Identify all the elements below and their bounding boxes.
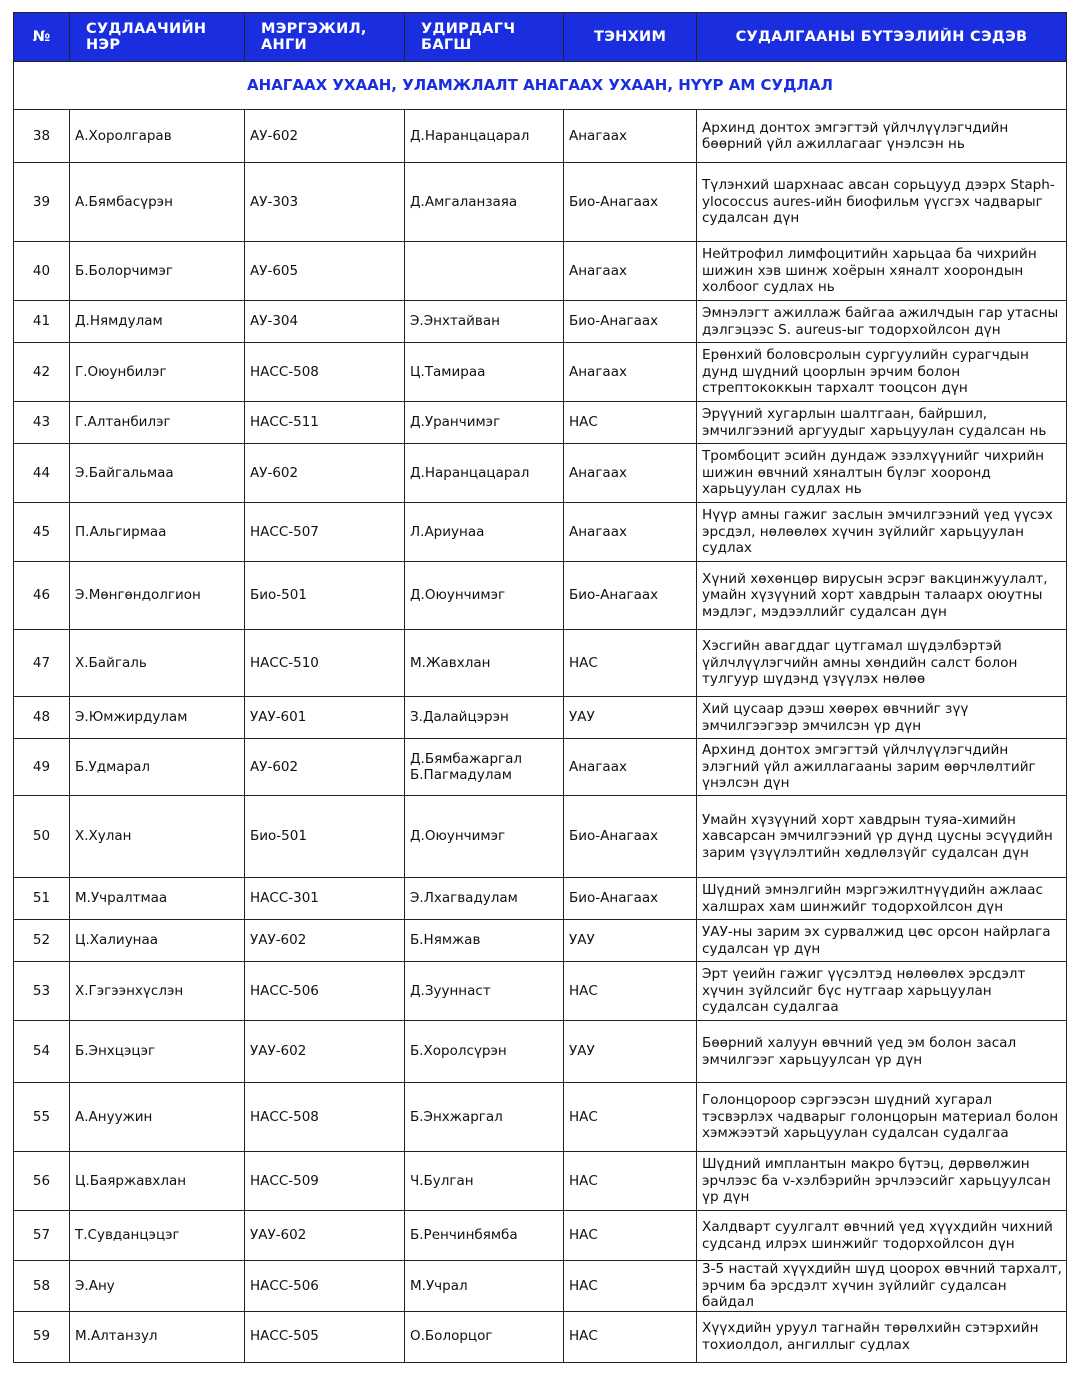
program-class: УАУ-601 xyxy=(245,697,405,739)
department-name: НАС xyxy=(564,1261,697,1312)
researcher-name: Ц.Баяржавхлан xyxy=(70,1152,245,1211)
row-number: 52 xyxy=(14,920,70,962)
table-row xyxy=(14,920,1067,962)
row-number: 49 xyxy=(14,739,70,796)
program-class: УАУ-602 xyxy=(245,1021,405,1083)
program-class: АУ-602 xyxy=(245,739,405,796)
research-topic: Хэсгийн авагддаг цутгамал шүдэлбэртэй үйлчлүүлэгчийн амны хөндийн салст болон тулгуур шүдэнд үзүүлэх нөлөө xyxy=(697,630,1067,697)
table-row xyxy=(14,1152,1067,1211)
program-class: НАСС-511 xyxy=(245,402,405,444)
row-number: 53 xyxy=(14,962,70,1021)
row-number: 55 xyxy=(14,1083,70,1152)
supervisor-name xyxy=(405,503,564,562)
supervisor-name xyxy=(405,1311,564,1362)
research-topic: Архинд донтох эмгэгтэй үйлчлүүлэгчдийн элэгний үйл ажиллагааны зарим өөрчлөлтийг үнэлсэн дүн xyxy=(697,739,1067,796)
researcher-name: Г.Алтанбилэг xyxy=(70,402,245,444)
supervisor-primary: Б.Хоролсүрэн xyxy=(410,1043,507,1060)
table-row xyxy=(14,163,1067,242)
row-number: 46 xyxy=(14,562,70,630)
row-number: 45 xyxy=(14,503,70,562)
department-name: НАС xyxy=(564,1152,697,1211)
row-number: 40 xyxy=(14,242,70,301)
department-name: НАС xyxy=(564,1083,697,1152)
supervisor-primary: Ц.Тамираа xyxy=(410,363,486,380)
supervisor-name xyxy=(405,920,564,962)
table-row xyxy=(14,562,1067,630)
research-topic: Эмнэлэгт ажиллаж байгаа ажилчдын гар утасны дэлгэцээс S. aureus-ыг тодорхойлсон дүн xyxy=(697,301,1067,343)
program-class: НАСС-506 xyxy=(245,1261,405,1312)
supervisor-primary: М.Жавхлан xyxy=(410,654,491,671)
supervisor-name xyxy=(405,630,564,697)
supervisor-name xyxy=(405,301,564,343)
research-topic: 3-5 настай хүүхдийн шүд цоорох өвчний тархалт, эрчим ба эрсдэлт хүчин зүйлийг судалсан байдал xyxy=(697,1261,1067,1312)
program-class: АУ-304 xyxy=(245,301,405,343)
row-number: 58 xyxy=(14,1261,70,1312)
row-number: 42 xyxy=(14,343,70,402)
supervisor-name xyxy=(405,697,564,739)
research-topics-table-wrapper xyxy=(13,12,1066,1363)
supervisor-primary: Д.Наранцацарал xyxy=(410,127,530,144)
researcher-name: М.Учралтмаа xyxy=(70,878,245,920)
research-topic: Түлэнхий шархнаас авсан сорьцууд дээрх Staph-ylococcus aures-ийн биофильм үүсгэх чадварыг судалсан дүн xyxy=(697,163,1067,242)
supervisor-primary: Д.Оюунчимэг xyxy=(410,828,506,845)
program-class: НАСС-509 xyxy=(245,1152,405,1211)
research-topic: Халдварт суулгалт өвчний үед хүүхдийн чихний судсанд илрэх шинжийг тодорхойлсон дүн xyxy=(697,1211,1067,1261)
supervisor-primary: Д.Бямбажаргал xyxy=(410,750,523,767)
supervisor-name xyxy=(405,1021,564,1083)
research-topic: УАУ-ны зарим эх сурвалжид цөс орсон найрлага судалсан үр дүн xyxy=(697,920,1067,962)
researcher-name: Х.Хулан xyxy=(70,796,245,878)
department-name: Анагаах xyxy=(564,110,697,163)
program-class: НАСС-301 xyxy=(245,878,405,920)
researcher-name: Э.Ану xyxy=(70,1261,245,1312)
department-name: Био-Анагаах xyxy=(564,796,697,878)
supervisor-primary: З.Далайцэрэн xyxy=(410,709,509,726)
department-name: НАС xyxy=(564,402,697,444)
row-number: 41 xyxy=(14,301,70,343)
supervisor-primary: О.Болорцог xyxy=(410,1328,493,1345)
row-number: 59 xyxy=(14,1311,70,1362)
researcher-name: А.Хоролгарав xyxy=(70,110,245,163)
table-row xyxy=(14,878,1067,920)
supervisor-primary: Д.Наранцацарал xyxy=(410,464,530,481)
research-topic: Хүний хөхөнцөр вирусын эсрэг вакцинжуулалт, умайн хүзүүний хорт хавдрын талаарх оюутны мэдлэг, мэдээллийг судалсан дүн xyxy=(697,562,1067,630)
researcher-name: Б.Энхцэцэг xyxy=(70,1021,245,1083)
research-topic: Бөөрний халуун өвчний үед эм болон засал эмчилгээг харьцуулсан үр дүн xyxy=(697,1021,1067,1083)
table-row xyxy=(14,444,1067,503)
department-name: Анагаах xyxy=(564,444,697,503)
program-class: АУ-605 xyxy=(245,242,405,301)
supervisor-secondary: Б.Пагмадулам xyxy=(410,767,512,783)
department-name: Анагаах xyxy=(564,503,697,562)
table-row xyxy=(14,402,1067,444)
header-row xyxy=(14,13,1067,62)
table-row xyxy=(14,1311,1067,1362)
section-row xyxy=(14,62,1067,110)
researcher-name: Т.Сувданцэцэг xyxy=(70,1211,245,1261)
research-topic: Шүдний имплантын макро бүтэц, дөрвөлжин эрчлээс ба v-хэлбэрийн эрчлээсийг харьцуулсан үр дүн xyxy=(697,1152,1067,1211)
col-header-topic: СУДАЛГААНЫ БҮТЭЭЛИЙН СЭДЭВ xyxy=(697,13,1067,62)
program-class: НАСС-505 xyxy=(245,1311,405,1362)
research-topic: Тромбоцит эсийн дундаж эзэлхүүнийг чихрийн шижин өвчний хяналтын бүлэг хооронд харьцуулан судлах нь xyxy=(697,444,1067,503)
table-row xyxy=(14,301,1067,343)
program-class: НАСС-508 xyxy=(245,343,405,402)
department-name: Био-Анагаах xyxy=(564,301,697,343)
research-topic: Эрт үеийн гажиг үүсэлтэд нөлөөлөх эрсдэлт хүчин зүйлсийг бүс нутгаар харьцуулан судалсан судалгаа xyxy=(697,962,1067,1021)
program-class: УАУ-602 xyxy=(245,1211,405,1261)
researcher-name: Х.Гэгээнхүслэн xyxy=(70,962,245,1021)
row-number: 43 xyxy=(14,402,70,444)
supervisor-name xyxy=(405,402,564,444)
program-class: Био-501 xyxy=(245,562,405,630)
research-topic: Умайн хүзүүний хорт хавдрын туяа-химийн хавсарсан эмчилгээний үр дүнд цусны эсүүдийн зарим үзүүлэлтийн хөдлөлзүйг судалсан дүн xyxy=(697,796,1067,878)
department-name: Био-Анагаах xyxy=(564,163,697,242)
col-header-program: МЭРГЭЖИЛ, АНГИ xyxy=(245,13,405,62)
supervisor-name xyxy=(405,1083,564,1152)
research-topic: Нейтрофил лимфоцитийн харьцаа ба чихрийн шижин хэв шинж хоёрын хяналт хоорондын холбоог судлах нь xyxy=(697,242,1067,301)
supervisor-primary: Б.Нямжав xyxy=(410,932,481,949)
table-row xyxy=(14,962,1067,1021)
department-name: Анагаах xyxy=(564,343,697,402)
row-number: 57 xyxy=(14,1211,70,1261)
section-title: АНАГААХ УХААН, УЛАМЖЛАЛТ АНАГААХ УХААН, НҮҮР АМ СУДЛАЛ xyxy=(14,62,1067,110)
supervisor-name xyxy=(405,962,564,1021)
supervisor-name xyxy=(405,1152,564,1211)
program-class: АУ-602 xyxy=(245,444,405,503)
table-row xyxy=(14,1261,1067,1312)
supervisor-primary: Б.Ренчинбямба xyxy=(410,1227,518,1244)
table-row xyxy=(14,110,1067,163)
row-number: 47 xyxy=(14,630,70,697)
table-row xyxy=(14,630,1067,697)
supervisor-primary: Э.Лхагвадулам xyxy=(410,890,518,907)
col-header-department: ТЭНХИМ xyxy=(564,13,697,62)
row-number: 48 xyxy=(14,697,70,739)
supervisor-name xyxy=(405,110,564,163)
col-header-number: № xyxy=(14,13,70,62)
department-name: Био-Анагаах xyxy=(564,878,697,920)
supervisor-name xyxy=(405,163,564,242)
department-name: Анагаах xyxy=(564,739,697,796)
supervisor-primary: М.Учрал xyxy=(410,1277,468,1294)
supervisor-primary: Д.Зууннаст xyxy=(410,982,491,999)
research-topics-table xyxy=(13,12,1067,1363)
department-name: УАУ xyxy=(564,1021,697,1083)
supervisor-name xyxy=(405,343,564,402)
table-row xyxy=(14,242,1067,301)
supervisor-name xyxy=(405,444,564,503)
supervisor-primary: Л.Ариунаа xyxy=(410,523,485,540)
research-topic: Эрүүний хугарлын шалтгаан, байршил, эмчилгээний аргуудыг харьцуулан судалсан нь xyxy=(697,402,1067,444)
supervisor-primary: Ч.Булган xyxy=(410,1172,474,1189)
supervisor-name xyxy=(405,1211,564,1261)
supervisor-primary: Б.Энхжаргал xyxy=(410,1108,503,1125)
row-number: 54 xyxy=(14,1021,70,1083)
supervisor-primary: Д.Уранчимэг xyxy=(410,414,501,431)
table-row xyxy=(14,343,1067,402)
table-row xyxy=(14,1211,1067,1261)
row-number: 56 xyxy=(14,1152,70,1211)
research-topic: Шүдний эмнэлгийн мэргэжилтнүүдийн ажлаас халшрах хам шинжийг тодорхойлсон дүн xyxy=(697,878,1067,920)
supervisor-name xyxy=(405,796,564,878)
table-row xyxy=(14,697,1067,739)
program-class: НАСС-507 xyxy=(245,503,405,562)
department-name: Био-Анагаах xyxy=(564,562,697,630)
program-class: УАУ-602 xyxy=(245,920,405,962)
table-row xyxy=(14,796,1067,878)
researcher-name: М.Алтанзул xyxy=(70,1311,245,1362)
supervisor-name xyxy=(405,242,564,301)
supervisor-primary: Э.Энхтайван xyxy=(410,313,500,330)
program-class: НАСС-510 xyxy=(245,630,405,697)
researcher-name: Э.Мөнгөндолгион xyxy=(70,562,245,630)
department-name: НАС xyxy=(564,962,697,1021)
table-row xyxy=(14,739,1067,796)
col-header-researcher: СУДЛААЧИЙН НЭР xyxy=(70,13,245,62)
table-row xyxy=(14,503,1067,562)
row-number: 39 xyxy=(14,163,70,242)
researcher-name: П.Альгирмаа xyxy=(70,503,245,562)
researcher-name: Э.Юмжирдулам xyxy=(70,697,245,739)
researcher-name: А.Бямбасүрэн xyxy=(70,163,245,242)
program-class: НАСС-508 xyxy=(245,1083,405,1152)
researcher-name: Д.Нямдулам xyxy=(70,301,245,343)
research-topic: Ерөнхий боловсролын сургуулийн сурагчдын дунд шүдний цоорлын эрчим болон стрептококкын тархалт тооцсон дүн xyxy=(697,343,1067,402)
research-topic: Голонцороор сэргээсэн шүдний хугарал тэсвэрлэх чадварыг голонцорын материал болон хэмжээтэй харьцуулан судалсан судалгаа xyxy=(697,1083,1067,1152)
department-name: УАУ xyxy=(564,697,697,739)
researcher-name: Б.Удмарал xyxy=(70,739,245,796)
supervisor-primary: Д.Амгаланзаяа xyxy=(410,193,518,210)
supervisor-primary: Д.Оюунчимэг xyxy=(410,587,506,604)
row-number: 51 xyxy=(14,878,70,920)
department-name: УАУ xyxy=(564,920,697,962)
program-class: АУ-602 xyxy=(245,110,405,163)
row-number: 50 xyxy=(14,796,70,878)
researcher-name: Б.Болорчимэг xyxy=(70,242,245,301)
department-name: НАС xyxy=(564,1311,697,1362)
researcher-name: Х.Байгаль xyxy=(70,630,245,697)
department-name: НАС xyxy=(564,630,697,697)
supervisor-name xyxy=(405,739,564,796)
department-name: Анагаах xyxy=(564,242,697,301)
row-number: 44 xyxy=(14,444,70,503)
researcher-name: Г.Оюунбилэг xyxy=(70,343,245,402)
researcher-name: А.Ануужин xyxy=(70,1083,245,1152)
department-name: НАС xyxy=(564,1211,697,1261)
table-row xyxy=(14,1021,1067,1083)
supervisor-name xyxy=(405,562,564,630)
row-number: 38 xyxy=(14,110,70,163)
program-class: АУ-303 xyxy=(245,163,405,242)
research-topic: Хий цусаар дээш хөөрөх өвчнийг зүү эмчилгээгээр эмчилсэн үр дүн xyxy=(697,697,1067,739)
researcher-name: Ц.Халиунаа xyxy=(70,920,245,962)
supervisor-name xyxy=(405,1261,564,1312)
program-class: Био-501 xyxy=(245,796,405,878)
table-row xyxy=(14,1083,1067,1152)
research-topic: Архинд донтох эмгэгтэй үйлчлүүлэгчдийн бөөрний үйл ажиллагааг үнэлсэн нь xyxy=(697,110,1067,163)
supervisor-name xyxy=(405,878,564,920)
col-header-supervisor: УДИРДАГЧ БАГШ xyxy=(405,13,564,62)
research-topic: Хүүхдийн уруул тагнайн төрөлхийн сэтэрхийн тохиолдол, ангиллыг судлах xyxy=(697,1311,1067,1362)
program-class: НАСС-506 xyxy=(245,962,405,1021)
researcher-name: Э.Байгальмаа xyxy=(70,444,245,503)
research-topic: Нүүр амны гажиг заслын эмчилгээний үед үүсэх эрсдэл, нөлөөлөх хүчин зүйлийг харьцуулан судлах xyxy=(697,503,1067,562)
